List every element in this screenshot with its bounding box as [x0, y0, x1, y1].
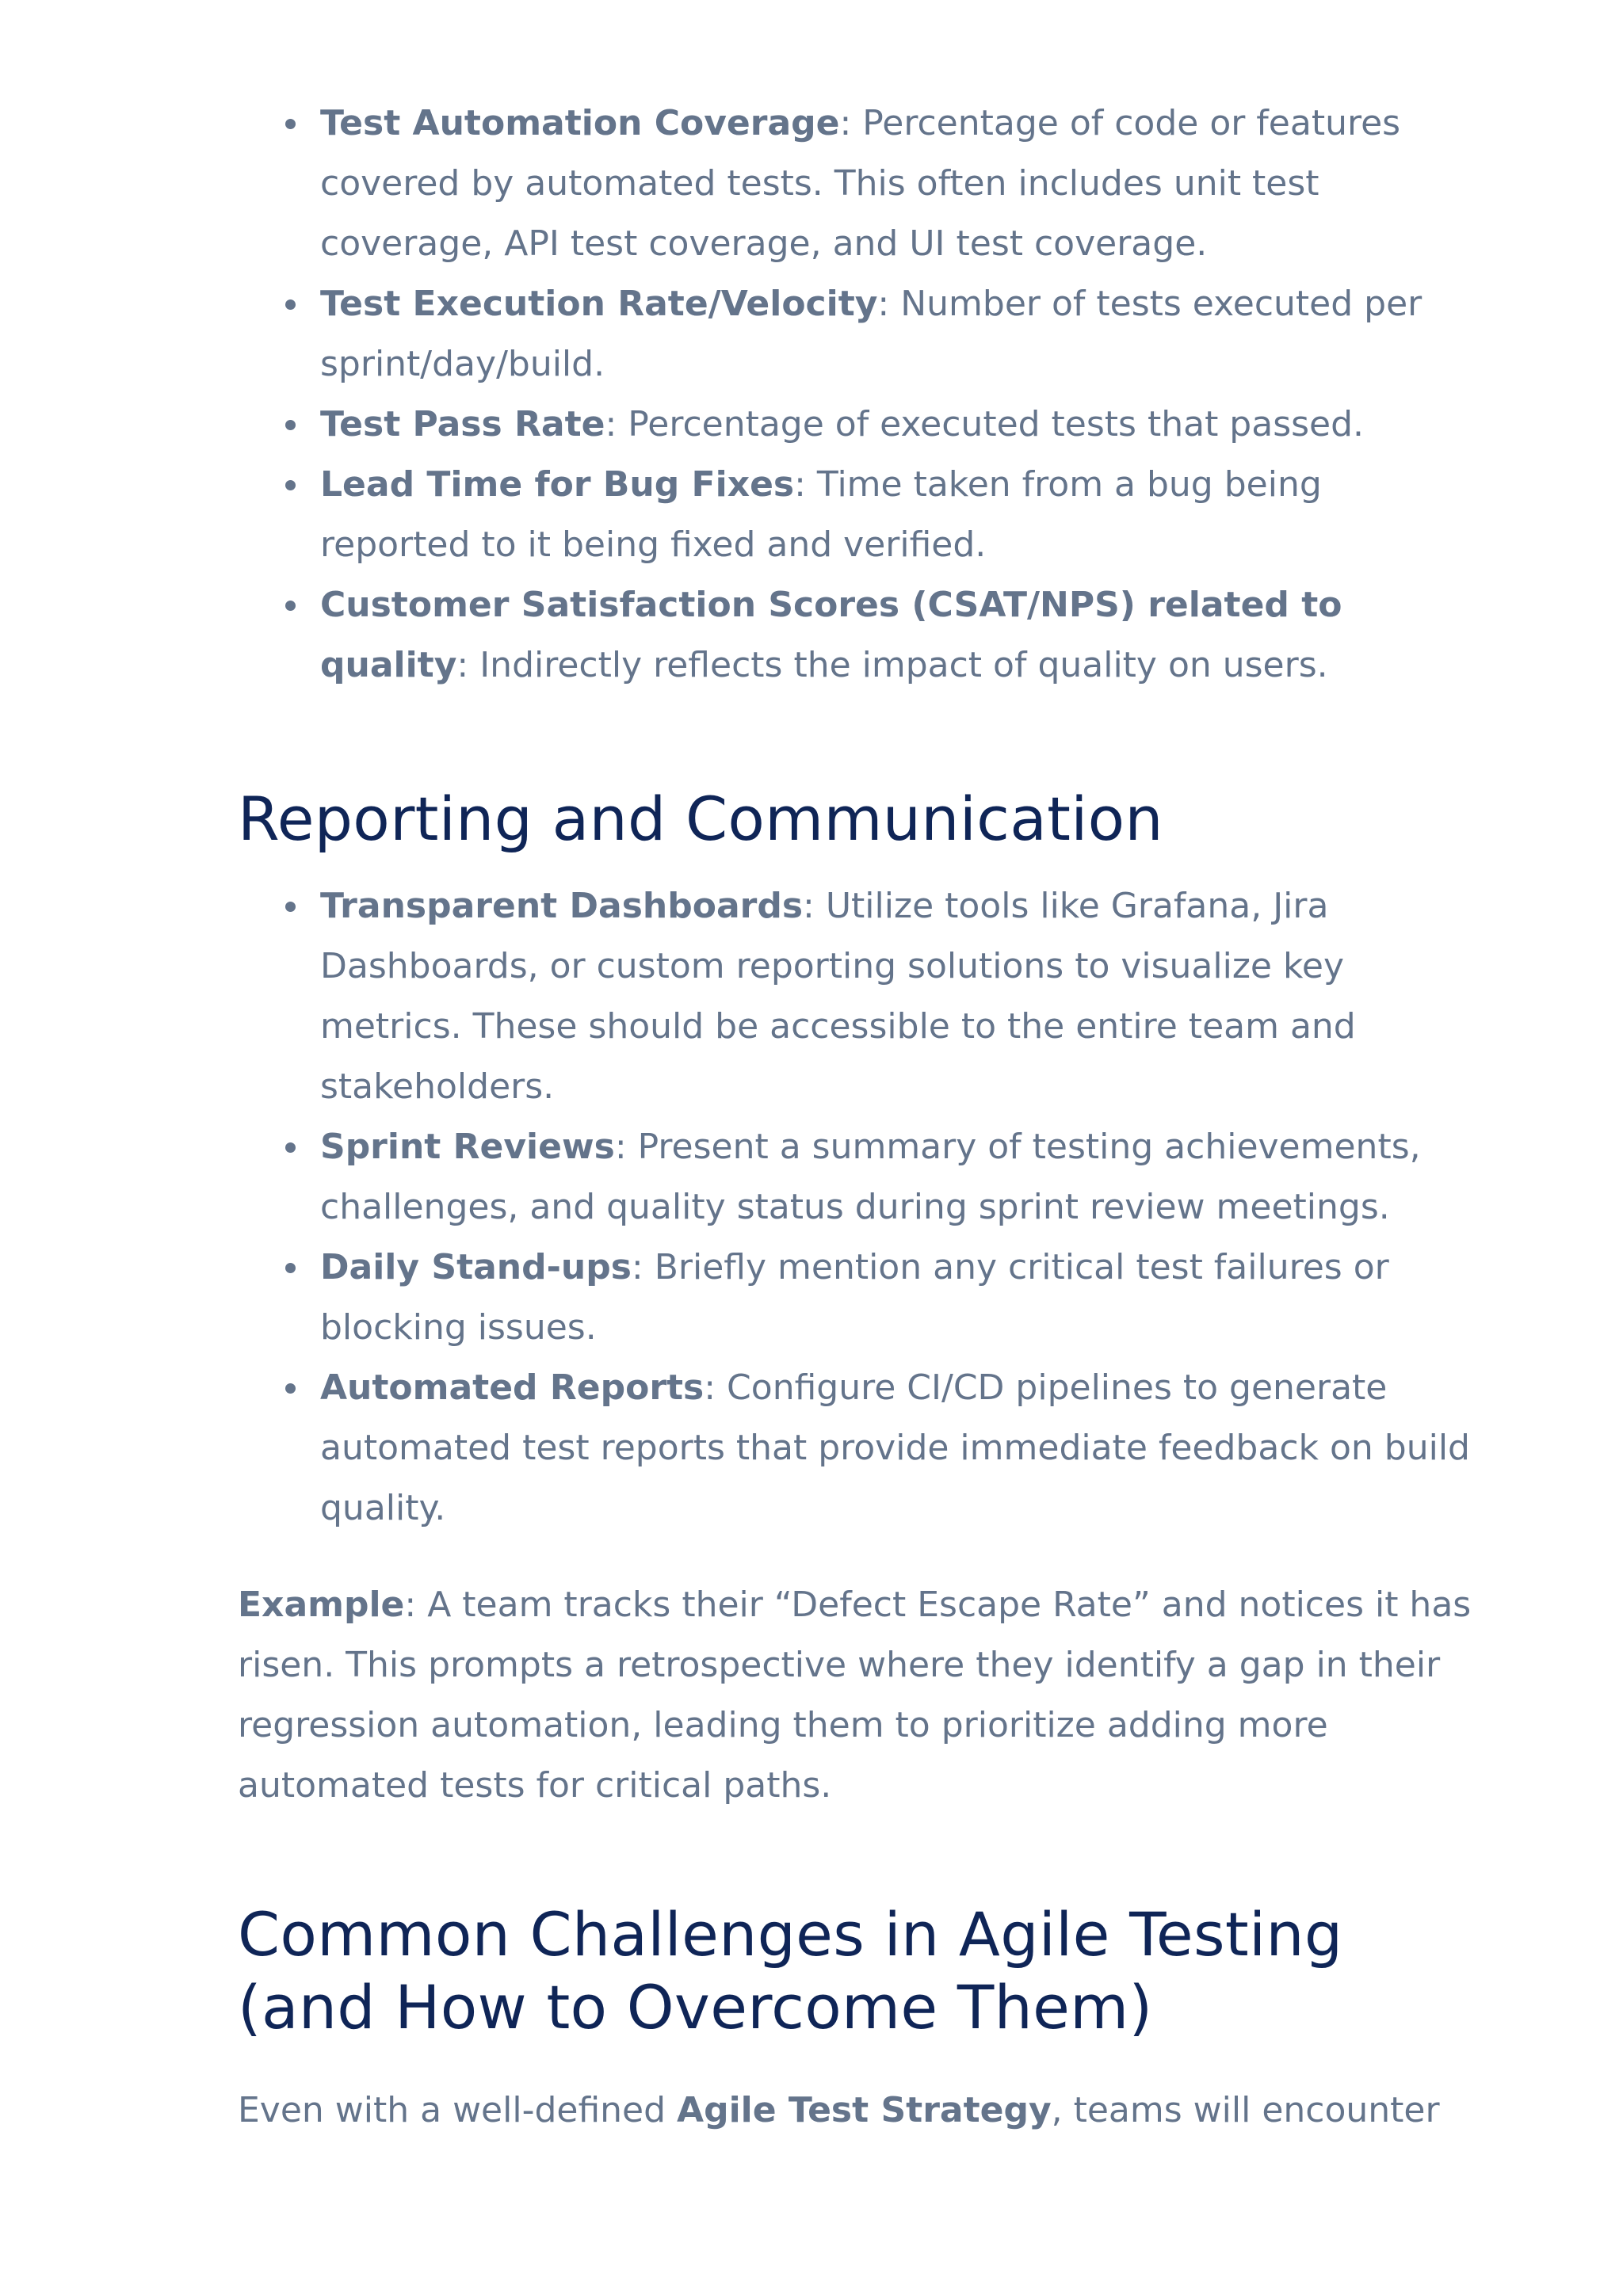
list-item-text: : Utilize tools like Grafana, Jira Dashboards, or custom reporting solutions to visualize key metrics. These should be accessible to the entire team and stakeholders.	[320, 886, 1356, 1107]
list-item-term: Test Execution Rate/Velocity	[320, 284, 878, 324]
example-label: Example	[238, 1585, 405, 1625]
section-heading-reporting: Reporting and Communication	[238, 784, 1163, 854]
list-item-term: Customer Satisfaction Scores (CSAT/NPS) related to quality	[320, 585, 1342, 685]
list-item-term: Daily Stand-ups	[320, 1247, 632, 1287]
example-text: : A team tracks their “Defect Escape Rate” and notices it has risen. This prompts a retrospective where they identify a gap in their regression automation, leading them to prioritize adding more automated tests for critical paths.	[238, 1585, 1472, 1806]
list-item-text: : Number of tests executed per sprint/day/build.	[320, 284, 1423, 384]
list-item-term: Transparent Dashboards	[320, 886, 804, 926]
list-item	[238, 876, 1474, 1117]
list-item-text: : Configure CI/CD pipelines to generate automated test reports that provide immediate feedback on build quality.	[320, 1367, 1470, 1528]
list-item-text: : Time taken from a bug being reported to it being fixed and verified.	[320, 464, 1322, 565]
intro-text-after: , teams will encounter	[1051, 2090, 1440, 2130]
list-item-text: : Briefly mention any critical test failures or blocking issues.	[320, 1247, 1389, 1348]
list-item-term: Test Pass Rate	[320, 404, 605, 444]
list-item	[238, 395, 1474, 455]
list-item	[238, 1117, 1474, 1238]
list-item	[238, 1358, 1474, 1539]
list-item-text: : Present a summary of testing achievements, challenges, and quality status during sprint review meetings.	[320, 1127, 1421, 1227]
list-item	[238, 93, 1474, 274]
list-item-text: : Indirectly reflects the impact of quality on users.	[456, 645, 1328, 685]
list-item-term: Automated Reports	[320, 1367, 705, 1408]
list-item-text: : Percentage of executed tests that passed.	[605, 404, 1365, 444]
list-item	[238, 274, 1474, 395]
challenges-intro-paragraph	[238, 2081, 1474, 2141]
metrics-list	[238, 93, 1474, 696]
list-item-term: Test Automation Coverage	[320, 103, 840, 143]
section-heading-challenges: Common Challenges in Agile Testing (and How to Overcome Them)	[238, 1899, 1343, 2042]
article-content	[238, 93, 1474, 2141]
list-item-text: : Percentage of code or features covered by automated tests. This often includes unit test coverage, API test coverage, and UI test coverage.	[320, 103, 1401, 264]
example-paragraph	[238, 1575, 1474, 1816]
reporting-list	[238, 876, 1474, 1539]
intro-bold-term: Agile Test Strategy	[677, 2090, 1052, 2130]
list-item	[238, 1238, 1474, 1358]
list-item	[238, 575, 1474, 696]
list-item	[238, 455, 1474, 575]
list-item-term: Lead Time for Bug Fixes	[320, 464, 795, 505]
list-item-term: Sprint Reviews	[320, 1127, 615, 1167]
intro-text-before: Even with a well-defined	[238, 2090, 678, 2130]
